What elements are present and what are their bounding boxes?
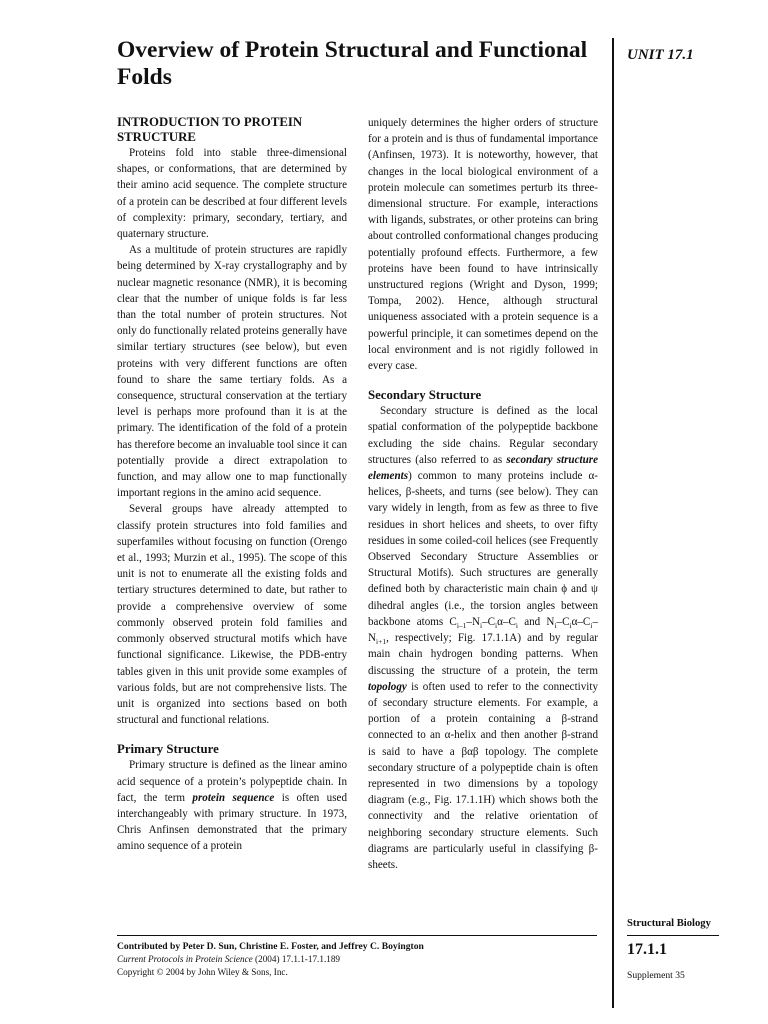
term-secondary-structure-elements: secondary structure elements [368, 453, 598, 483]
supplement-label: Supplement 35 [627, 970, 685, 981]
paragraph: Several groups have already attempted to classify protein structures into fold families and superfamiles without focusing on function (Orengo et al., 1993; Murzin et al., 1995). The scope of this unit is not to enumerate all the existing folds and tertiary structures determined to date, but rather to provide a comprehensive overview of some commonly observed protein fold families and commonly observed structural motifs which have functional significance. Likewise, the PDB-entry tables given in this unit provide some examples of various folds, but are not comprehensive lists. The unit is organized into sections based on both structural and functional relations. [117, 503, 347, 727]
copyright: Copyright © 2004 by John Wiley & Sons, Inc. [117, 967, 288, 977]
vertical-rule [612, 38, 614, 1008]
footer-rule [117, 935, 597, 936]
paragraph: uniquely determines the higher orders of structure for a protein and is thus of fundamental importance (Anfinsen, 1973). It is noteworthy, however, that changes in the local biological environment of a protein molecule can sometimes perturb its three-dimensional structure. For example, interactions with ligands, substrates, or other proteins can bring about controlled conformational changes producing potentially profound effects. Furthermore, a few proteins have been found to have intrinsically unstructured regions (Wright and Dyson, 1999; Tompa, 2002). Hence, although structural uniqueness associated with a protein sequence is a powerful principle, it can sometimes depend on the local environment and is not rigidly followed in every case. [368, 117, 598, 373]
term-protein-sequence: protein sequence [192, 791, 275, 804]
backbone-atoms-phi: $C_{i-1}-N_i-C_i\alpha-C_i$ [449, 615, 518, 631]
citation: Current Protocols in Protein Science (2004) 17.1.1-17.1.189 [117, 954, 341, 964]
section-heading-primary-structure: Primary Structure [117, 742, 219, 757]
paragraph: As a multitude of protein structures are rapidly being determined by X-ray crystallography and by nuclear magnetic resonance (NMR), it is becoming clear that the number of unique folds is far less than the total number of protein structures. Not only do functionally related proteins generally have similar tertiary structures (see below), but even proteins with very different functions are often found to share the same tertiary folds. As a consequence, structural conservation at the tertiary level is perhaps more profound than it is at the primary. The identification of the fold of a protein has therefore become an invaluable tool since it can potentially provide a direct extrapolation to function, and may allow one to map functionally important regions in the amino acid sequence. [117, 244, 347, 500]
paragraph: Proteins fold into stable three-dimensional shapes, or conformations, that are determined by their amino acid sequence. The complete structure of a protein can be described at four different levels of complexity: primary, secondary, tertiary, and quaternary structure. [117, 147, 347, 241]
section-heading-introduction: INTRODUCTION TO PROTEIN STRUCTURE [117, 115, 303, 144]
page-title: Overview of Protein Structural and Functional Folds [117, 37, 588, 90]
contributors: Contributed by Peter D. Sun, Christine E. Foster, and Jeffrey C. Boyington [117, 941, 424, 952]
text-column-left [117, 115, 347, 855]
backbone-atoms-psi: $N_i-C_i\alpha-C_i-N_{i+1}$ [368, 615, 598, 647]
unit-label: UNIT 17.1 [627, 47, 694, 63]
paragraph: Secondary structure is defined as the local spatial conformation of the polypeptide backbone excluding the side chains. Regular secondary structures (also referred to as secondary structure elements) common to many proteins include α-helices, β-sheets, and turns (see below). They can vary widely in length, from as few as three to five residues in short helices and sheets, to over fifty residues in some coiled-coil helices (see Frequently Observed Secondary Structure Assemblies or Structural Motifs). Such structures are generally defined both by characteristic main chain ϕ and ψ dihedral angles (i.e., the torsion angles between backbone atoms $C_{i-1}-N_i-C_i\alpha-C_i$ and $N_i-C_i\alpha-C_i-N_{i+1}$, respectively; Fig. 17.1.1A) and by regular main chain hydrogen bonding patterns. When discussing the structure of a protein, the term topology is often used to refer to the connectivity of secondary structure elements. For example, a portion of a protein containing a β-strand connected to an α-helix and then another β-strand is said to have a βαβ topology. The complete secondary structure of a polypeptide chain is often represented in two dimensions by a topology diagram (e.g., Fig. 17.1.1H) which shows both the connectivity and the relative orientation of neighboring secondary structure elements. Such diagrams are particularly useful in classifying β-sheets. [368, 405, 598, 871]
side-footer-rule [627, 935, 719, 936]
term-topology: topology [368, 680, 407, 693]
footer [117, 940, 597, 979]
text-column-right [368, 115, 598, 873]
section-heading-secondary-structure: Secondary Structure [368, 388, 482, 403]
page-number: 17.1.1 [627, 941, 667, 958]
section-label: Structural Biology [627, 918, 711, 929]
paragraph: Primary structure is defined as the linear amino acid sequence of a protein’s polypeptide chain. In fact, the term protein sequence is often used interchangeably with primary structure. In 1973, Chris Anfinsen demonstrated that the primary amino sequence of a protein [117, 759, 348, 853]
